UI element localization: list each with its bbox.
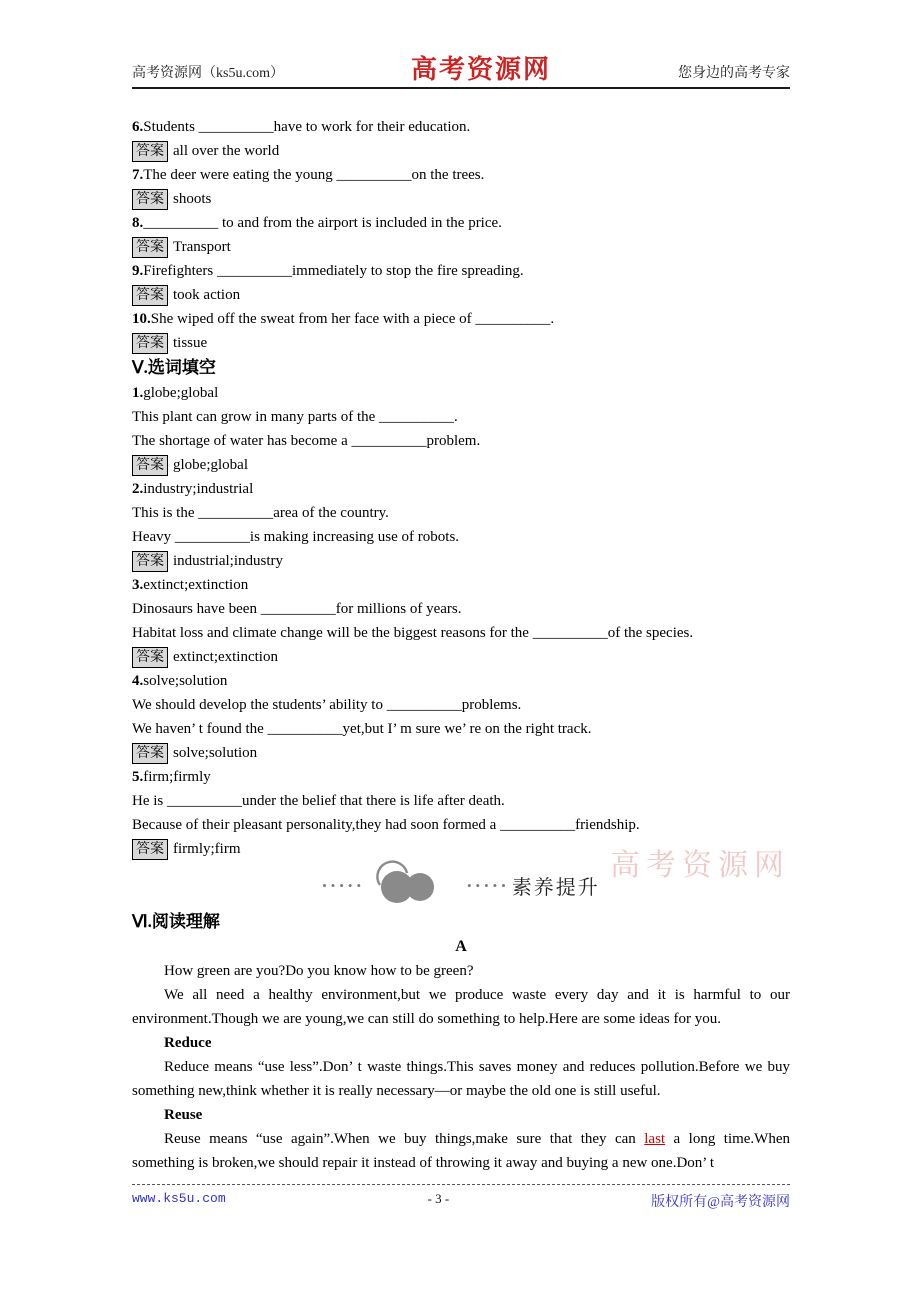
footer-copyright-link[interactable]: 版权所有@高考资源网 <box>651 1195 790 1210</box>
paragraph-text: We all need a healthy environment,but we produce waste every day and it is harmful to our environment.Though we are young,we can still do something to help.Here are some ideas for you. <box>132 987 790 1027</box>
question-number: 3. <box>132 577 144 593</box>
question-text: industry;industrial <box>143 481 254 497</box>
sentence-line <box>132 501 790 525</box>
passage-paragraph <box>132 1127 790 1175</box>
paragraph-text: How green are you?Do you know how to be green? <box>164 963 474 979</box>
sentence-text: We should develop the students’ ability to __________problems. <box>132 697 522 713</box>
sentence-text: The shortage of water has become a __________problem. <box>132 433 481 449</box>
answer-text: all over the world <box>173 143 280 159</box>
question-line <box>132 307 790 331</box>
sentence-line <box>132 813 790 837</box>
sentence-line <box>132 597 790 621</box>
sentence-text: This plant can grow in many parts of the __________. <box>132 409 458 425</box>
subheading-text: Reduce <box>164 1035 212 1051</box>
divider-circles-icon <box>373 860 437 911</box>
answer-box-label: 答案 <box>132 647 168 668</box>
section-divider <box>132 861 790 909</box>
footer-site-link[interactable]: www.ks5u.com <box>132 1191 226 1206</box>
section-heading-word-choice: Ⅴ.选词填空 <box>132 358 216 377</box>
question-line <box>132 669 790 693</box>
divider-dots-left: ••••• <box>322 877 365 893</box>
page-content <box>132 44 790 1175</box>
sentence-line <box>132 621 790 645</box>
sentence-text: This is the __________area of the country. <box>132 505 389 521</box>
paragraph-text: a long time.When something is broken,we should repair it instead of throwing it away and buying a new one.Don’ t <box>132 1131 790 1171</box>
question-number: 10. <box>132 311 151 327</box>
passage-label: A <box>455 938 467 955</box>
paragraph-text: Reduce means “use less”.Don’ t waste things.This saves money and reduces pollution.Before we buy something new,think whether it is really necessary—or maybe the old one is still useful. <box>132 1059 790 1099</box>
sentence-line <box>132 429 790 453</box>
answer-text: shoots <box>173 191 212 207</box>
section-heading-reading: Ⅵ.阅读理解 <box>132 912 220 931</box>
question-number: 7. <box>132 167 144 183</box>
question-text: firm;firmly <box>143 769 211 785</box>
answer-box-label: 答案 <box>132 455 168 476</box>
sentence-line <box>132 717 790 741</box>
question-number: 8. <box>132 215 144 231</box>
sentence-text: Dinosaurs have been __________for millions of years. <box>132 601 462 617</box>
answer-box-label: 答案 <box>132 141 168 162</box>
question-line <box>132 259 790 283</box>
answer-text: took action <box>173 287 241 303</box>
divider-label: 素养提升 <box>511 876 600 899</box>
sentence-text: He is __________under the belief that there is life after death. <box>132 793 505 809</box>
reading-passage <box>132 959 790 1175</box>
passage-paragraph <box>132 1055 790 1103</box>
question-number: 4. <box>132 673 144 689</box>
question-line <box>132 163 790 187</box>
answer-box-label: 答案 <box>132 743 168 764</box>
answer-text: industrial;industry <box>173 553 283 569</box>
divider-dots-right: ••••• <box>467 877 510 893</box>
page-header <box>132 44 790 89</box>
sentence-text: Because of their pleasant personality,they had soon formed a __________friendship. <box>132 817 640 833</box>
highlighted-word-last[interactable]: last <box>644 1131 666 1147</box>
page-footer <box>132 1184 790 1211</box>
question-line <box>132 573 790 597</box>
question-text: Students __________have to work for their education. <box>143 119 471 135</box>
sentence-line <box>132 693 790 717</box>
sentence-line <box>132 525 790 549</box>
question-line <box>132 381 790 405</box>
subheading-text: Reuse <box>164 1107 203 1123</box>
question-text: extinct;extinction <box>143 577 249 593</box>
watermark: 高考资源网 <box>610 849 790 882</box>
question-number: 2. <box>132 481 144 497</box>
page-number: - 3 - <box>427 1191 450 1206</box>
question-text: solve;solution <box>143 673 228 689</box>
answer-box-label: 答案 <box>132 237 168 258</box>
fill-blanks-section <box>132 115 790 355</box>
question-text: The deer were eating the young __________on the trees. <box>143 167 485 183</box>
question-text: globe;global <box>143 385 219 401</box>
question-line <box>132 477 790 501</box>
sentence-text: We haven’ t found the __________yet,but I’ m sure we’ re on the right track. <box>132 721 592 737</box>
passage-paragraph <box>132 959 790 983</box>
answer-box-label: 答案 <box>132 285 168 306</box>
question-number: 5. <box>132 769 144 785</box>
word-choice-section <box>132 381 790 861</box>
answer-line <box>132 283 790 307</box>
brand-logo: 高考资源网 <box>411 55 552 84</box>
passage-subheading <box>132 1103 790 1127</box>
answer-line <box>132 187 790 211</box>
sentence-line <box>132 405 790 429</box>
question-number: 6. <box>132 119 144 135</box>
sentence-text: Habitat loss and climate change will be the biggest reasons for the __________of the species. <box>132 625 694 641</box>
answer-text: Transport <box>173 239 231 255</box>
question-text: __________ to and from the airport is included in the price. <box>143 215 502 231</box>
question-line <box>132 765 790 789</box>
answer-text: extinct;extinction <box>173 649 278 665</box>
question-text: Firefighters __________immediately to stop the fire spreading. <box>143 263 524 279</box>
answer-text: globe;global <box>173 457 248 473</box>
answer-box-label: 答案 <box>132 189 168 210</box>
answer-text: tissue <box>173 335 208 351</box>
answer-line <box>132 235 790 259</box>
answer-line <box>132 331 790 355</box>
answer-line <box>132 837 790 861</box>
answer-text: firmly;firm <box>173 841 241 857</box>
passage-subheading <box>132 1031 790 1055</box>
document-body <box>132 115 790 1175</box>
sentence-line <box>132 789 790 813</box>
answer-box-label: 答案 <box>132 839 168 860</box>
answer-line <box>132 549 790 573</box>
answer-box-label: 答案 <box>132 551 168 572</box>
answer-text: solve;solution <box>173 745 258 761</box>
sentence-text: Heavy __________is making increasing use of robots. <box>132 529 460 545</box>
header-site-name: 高考资源网（ks5u.com） <box>132 66 285 81</box>
question-number: 1. <box>132 385 144 401</box>
paragraph-text: Reuse means “use again”.When we buy things,make sure that they can <box>164 1131 645 1147</box>
question-text: She wiped off the sweat from her face with a piece of __________. <box>150 311 555 327</box>
answer-line <box>132 741 790 765</box>
header-slogan: 您身边的高考专家 <box>677 66 790 81</box>
answer-line <box>132 139 790 163</box>
answer-box-label: 答案 <box>132 333 168 354</box>
passage-paragraph <box>132 983 790 1031</box>
answer-line <box>132 645 790 669</box>
question-number: 9. <box>132 263 144 279</box>
answer-line <box>132 453 790 477</box>
question-line <box>132 211 790 235</box>
question-line <box>132 115 790 139</box>
